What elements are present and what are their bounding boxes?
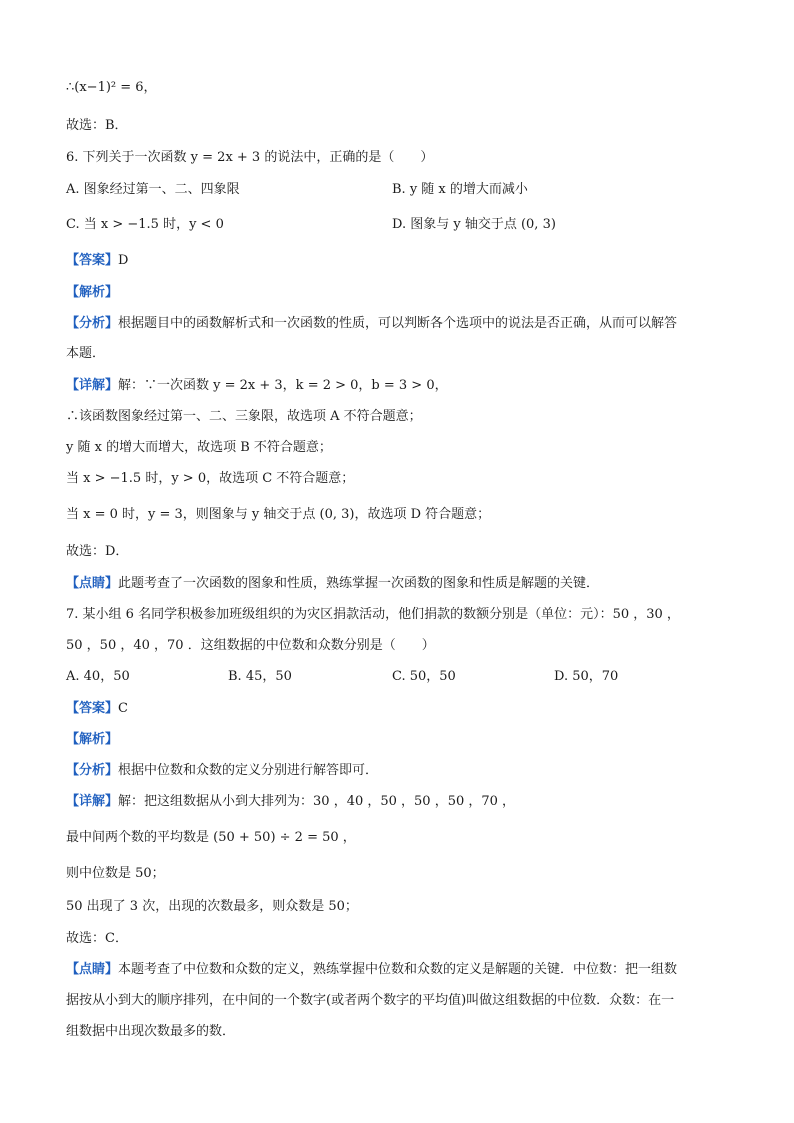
answer-value: D (118, 253, 129, 268)
question-6-option-c: C. 当 x > −1.5 时，y < 0 (66, 217, 224, 232)
analysis-tag: 【分析】 (66, 763, 119, 778)
analysis-heading: 【解析】 (66, 732, 119, 747)
analysis-heading: 【解析】 (66, 285, 119, 300)
comment-7-line-2: 据按从小到大的顺序排列，在中间的一个数字(或者两个数字的平均值)叫做这组数据的中位数．众数：在一 (66, 993, 675, 1008)
detail-7-line-2: 最中间两个数的平均数是 (50 + 50) ÷ 2 = 50 ， (66, 830, 356, 845)
answer-6-line (66, 251, 128, 271)
question-7-stem-1: 7. 某小组 6 名同学积极参加班级组织的为灾区捐款活动，他们捐款的数额分别是（单位：元）：50 ，30 ， (66, 607, 680, 622)
comment-text: 本题考查了中位数和众数的定义，熟练掌握中位数和众数的定义是解题的关键．中位数：把一组数 (118, 962, 678, 977)
detail-6-line-5: 当 x = 0 时，y = 3，则图象与 y 轴交于点 (0, 3)，故选项 D 符合题意； (66, 507, 491, 522)
detail-tag: 【详解】 (66, 378, 119, 393)
choice-line: 故选：B． (66, 118, 128, 133)
detail-text: 解：∵一次函数 y = 2x + 3，k = 2 > 0，b = 3 > 0， (118, 378, 448, 393)
detail-7-line-4: 50 出现了 3 次，出现的次数最多，则众数是 50； (66, 899, 358, 914)
detail-7-line-1 (66, 792, 515, 812)
analysis-7-line (66, 761, 378, 781)
detail-6-line-2: ∴该函数图象经过第一、二、三象限，故选项 A 不符合题意； (66, 409, 422, 424)
answer-tag: 【答案】 (66, 701, 119, 716)
detail-tag: 【详解】 (66, 794, 119, 809)
question-7-option-b: B. 45，50 (228, 669, 292, 684)
detail-6-line-4: 当 x > −1.5 时，y > 0，故选项 C 不符合题意； (66, 471, 355, 486)
question-6-option-a: A. 图象经过第一、二、四象限 (66, 182, 240, 197)
detail-7-line-3: 则中位数是 50； (66, 866, 165, 881)
comment-7-line-1 (66, 960, 677, 980)
detail-6-line-1 (66, 376, 448, 396)
comment-text: 此题考查了一次函数的图象和性质，熟练掌握一次函数的图象和性质是解题的关键． (118, 576, 600, 591)
question-7-option-d: D. 50，70 (554, 669, 619, 684)
detail-text: 解：把这组数据从小到大排列为：30 ，40 ，50 ，50 ，50 ，70 ， (118, 794, 516, 809)
detail-6-line-3: y 随 x 的增大而增大，故选项 B 不符合题意； (66, 440, 332, 455)
answer-tag: 【答案】 (66, 253, 119, 268)
question-6-option-d: D. 图象与 y 轴交于点 (0, 3) (392, 217, 556, 232)
question-7-option-a: A. 40，50 (66, 669, 130, 684)
question-6-stem: 6. 下列关于一次函数 y = 2x + 3 的说法中，正确的是（ ） (66, 150, 434, 165)
comment-tag: 【点睛】 (66, 962, 119, 977)
answer-7-line (66, 699, 128, 719)
comment-6-line (66, 574, 599, 594)
question-7-stem-2: 50 ，50 ，40 ，70 ．这组数据的中位数和众数分别是（ ） (66, 638, 435, 653)
question-7-option-c: C. 50，50 (392, 669, 456, 684)
analysis-text: 根据中位数和众数的定义分别进行解答即可． (118, 763, 379, 778)
question-6-option-b: B. y 随 x 的增大而减小 (392, 182, 528, 197)
analysis-text: 根据题目中的函数解析式和一次函数的性质，可以判断各个选项中的说法是否正确，从而可以解答 (118, 316, 678, 331)
comment-7-line-3: 组数据中出现次数最多的数． (66, 1024, 236, 1039)
equation-line: ∴(x−1)² = 6， (66, 80, 157, 95)
detail-6-line-6: 故选：D． (66, 544, 129, 559)
analysis-6-line-2: 本题． (66, 346, 106, 361)
analysis-6-line-1 (66, 314, 677, 334)
analysis-tag: 【分析】 (66, 316, 119, 331)
answer-value: C (118, 701, 128, 716)
comment-tag: 【点睛】 (66, 576, 119, 591)
detail-7-line-5: 故选：C． (66, 931, 128, 946)
